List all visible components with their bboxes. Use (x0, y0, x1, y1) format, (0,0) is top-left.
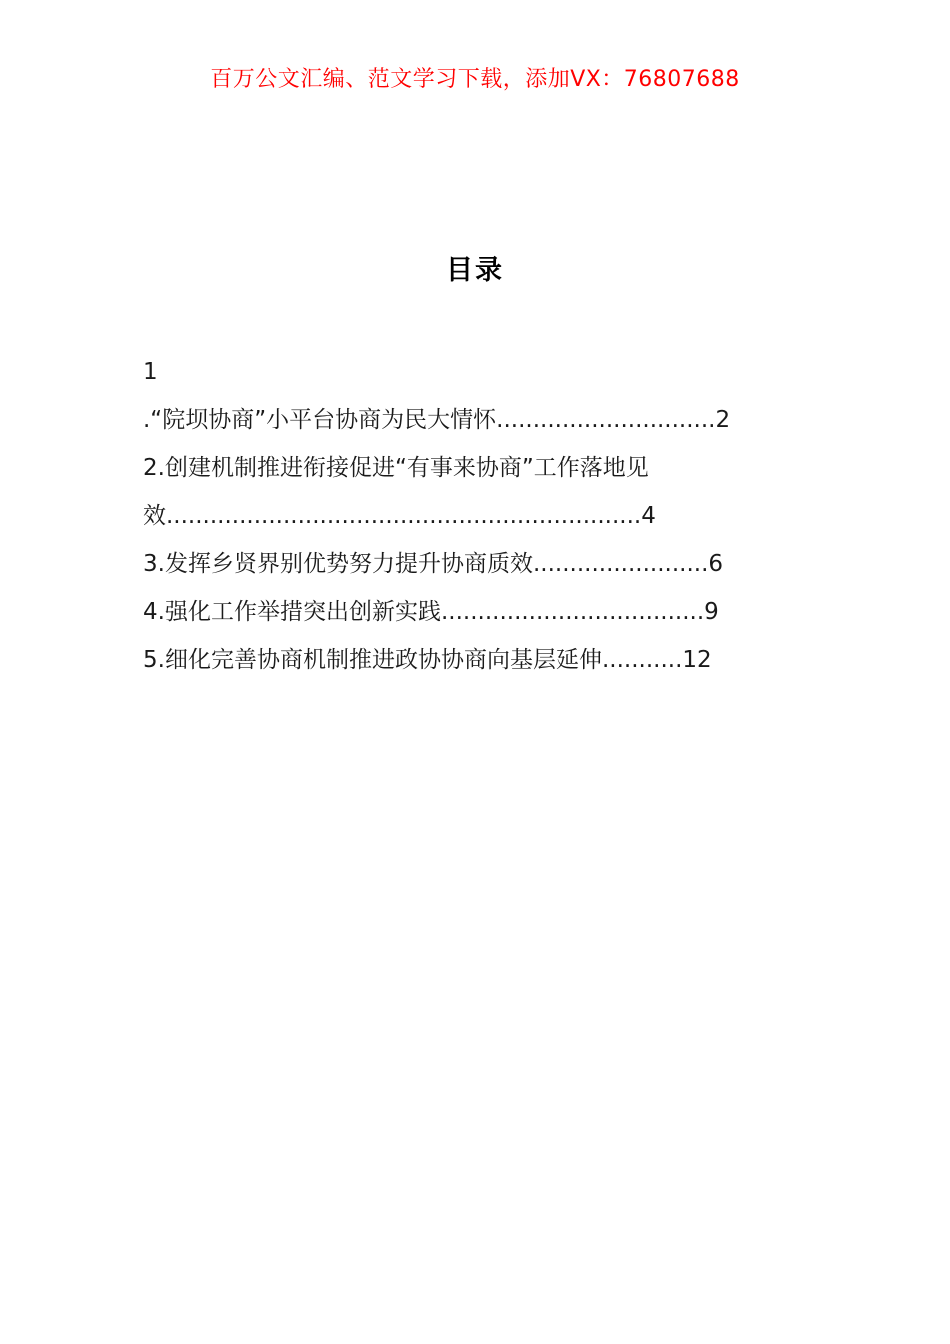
toc-entry-page: 4 (641, 503, 656, 529)
page-title: 目录 (446, 255, 504, 286)
toc-entry-title: 2.创建机制推进衔接促进“有事来协商”工作落地见效 (143, 455, 649, 529)
toc-entry-page: 9 (704, 599, 719, 625)
toc-entry-title: 3.发挥乡贤界别优势努力提升协商质效 (143, 551, 533, 577)
toc-entry[interactable] (143, 540, 815, 588)
toc-entry-number: 1 (143, 359, 158, 385)
table-of-contents (143, 348, 815, 684)
toc-leader-dots: ................................................................. (166, 503, 642, 529)
toc-entry-title: 5.细化完善协商机制推进政协协商向基层延伸 (143, 647, 602, 673)
toc-entry-title: 4.强化工作举措突出创新实践 (143, 599, 441, 625)
toc-entry[interactable] (143, 588, 815, 636)
toc-leader-dots: ........... (601, 647, 683, 673)
toc-leader-dots: ........................ (532, 551, 709, 577)
toc-entry[interactable] (143, 348, 815, 444)
toc-leader-dots: .................................... (440, 599, 705, 625)
toc-entry-page: 12 (682, 647, 712, 673)
toc-entry[interactable] (143, 636, 815, 684)
toc-entry-page: 6 (708, 551, 724, 577)
toc-entry-title: .“院坝协商”小平台协商为民大情怀 (143, 407, 497, 433)
promo-banner: 百万公文汇编、范文学习下载，添加VX：76807688 (210, 67, 740, 92)
toc-leader-dots: .............................. (496, 407, 716, 433)
toc-entry-page: 2 (715, 407, 731, 433)
toc-entry[interactable] (143, 444, 815, 540)
